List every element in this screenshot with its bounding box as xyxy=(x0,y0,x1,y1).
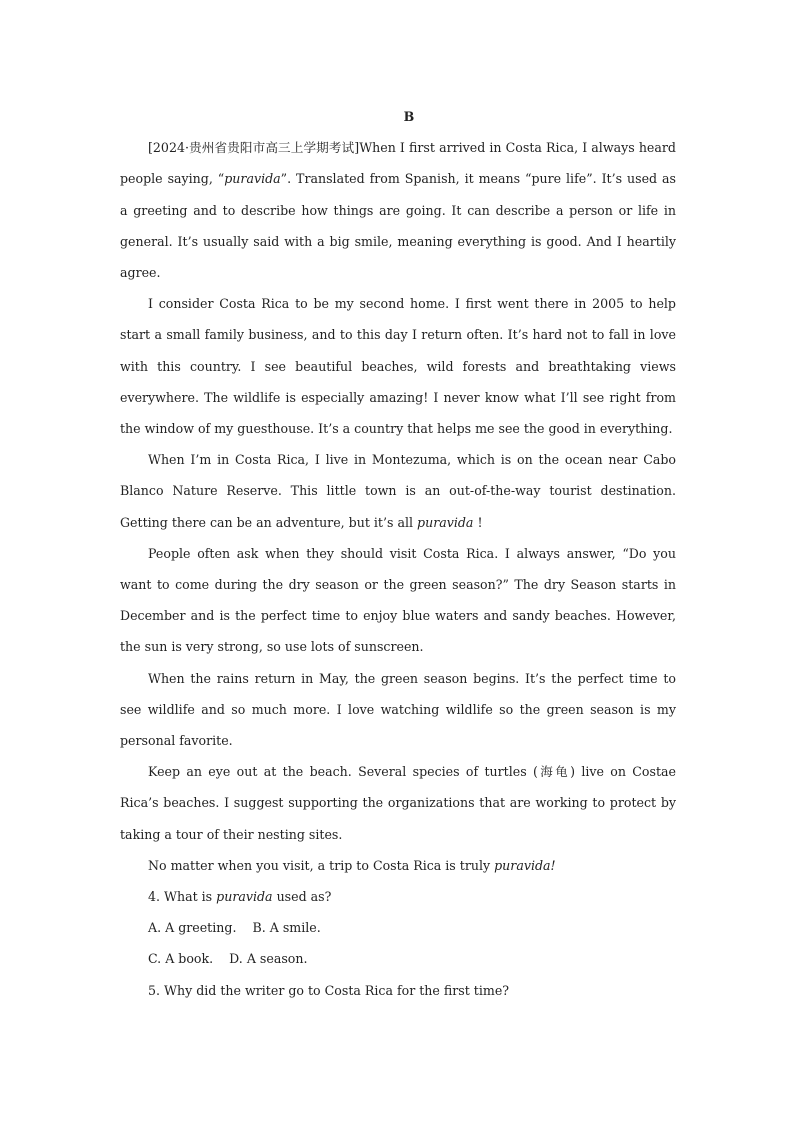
source-citation: [2024·贵州省贵阳市高三上学期考试] xyxy=(148,140,360,156)
paragraph-1-text-a: When I first arrived in Costa Rica, I always heard people saying, “ xyxy=(120,140,676,187)
question-4-stem xyxy=(120,881,676,912)
paragraph-3-text-b: ! xyxy=(473,514,483,530)
reading-passage xyxy=(120,101,676,1006)
paragraph-1-text-b: ”. Translated from Spanish, it means “pure life”. It’s used as a greeting and to describe how things are going. It can describe a person or life in general. It’s usually said with a big smile, meaning everything is good. And I heartily agree. xyxy=(120,171,677,281)
keyword-puravida: puravida xyxy=(417,514,474,530)
paragraph-5: When the rains return in May, the green season begins. It’s the perfect time to see wildlife and so much more. I love watching wildlife so the green season is my personal favorite. xyxy=(120,670,676,749)
paragraph-4: People often ask when they should visit Costa Rica. I always answer, “Do you want to come during the dry season or the green season?” The dry Season starts in December and is the perfect time to enjoy blue waters and sandy beaches. However, the sun is very strong, so use lots of sunscreen. xyxy=(120,545,676,655)
paragraph-3 xyxy=(120,444,676,538)
section-title: B xyxy=(403,109,415,124)
question-4-stem-pre: 4. What is xyxy=(148,889,217,905)
keyword-puravida: puravida! xyxy=(494,857,556,873)
question-5-stem: 5. Why did the writer go to Costa Rica for the first time? xyxy=(148,982,510,998)
paragraph-3-text-a: When I’m in Costa Rica, I live in Montezuma, which is on the ocean near Cabo Blanco Nature Reserve. This little town is an out-of-the-way tourist destination. Getting there can be an adventure, but it’s all xyxy=(120,452,676,530)
keyword-puravida: puravida xyxy=(224,171,281,187)
keyword-puravida: puravida xyxy=(216,889,273,905)
paragraph-7-text: No matter when you visit, a trip to Costa Rica is truly xyxy=(148,857,495,873)
question-4-options-ab: A. A greeting. B. A smile. xyxy=(148,920,321,936)
question-4-stem-post: used as? xyxy=(272,889,332,905)
paragraph-2: I consider Costa Rica to be my second home. I first went there in 2005 to help start a small family business, and to this day I return often. It’s hard not to fall in love with this country. I see beautiful beaches, wild forests and breathtaking views everywhere. The wildlife is especially amazing! I never know what I’ll see right from the window of my guesthouse. It’s a country that helps me see the good in everything. xyxy=(120,296,676,437)
paragraph-7 xyxy=(120,850,676,881)
paragraph-6: Keep an eye out at the beach. Several species of turtles (海龟) live on Costae Rica’s beaches. I suggest supporting the organizations that are working to protect by taking a tour of their nesting sites. xyxy=(120,764,676,842)
paragraph-1 xyxy=(120,132,676,288)
question-4-options-cd: C. A book. D. A season. xyxy=(148,951,308,967)
